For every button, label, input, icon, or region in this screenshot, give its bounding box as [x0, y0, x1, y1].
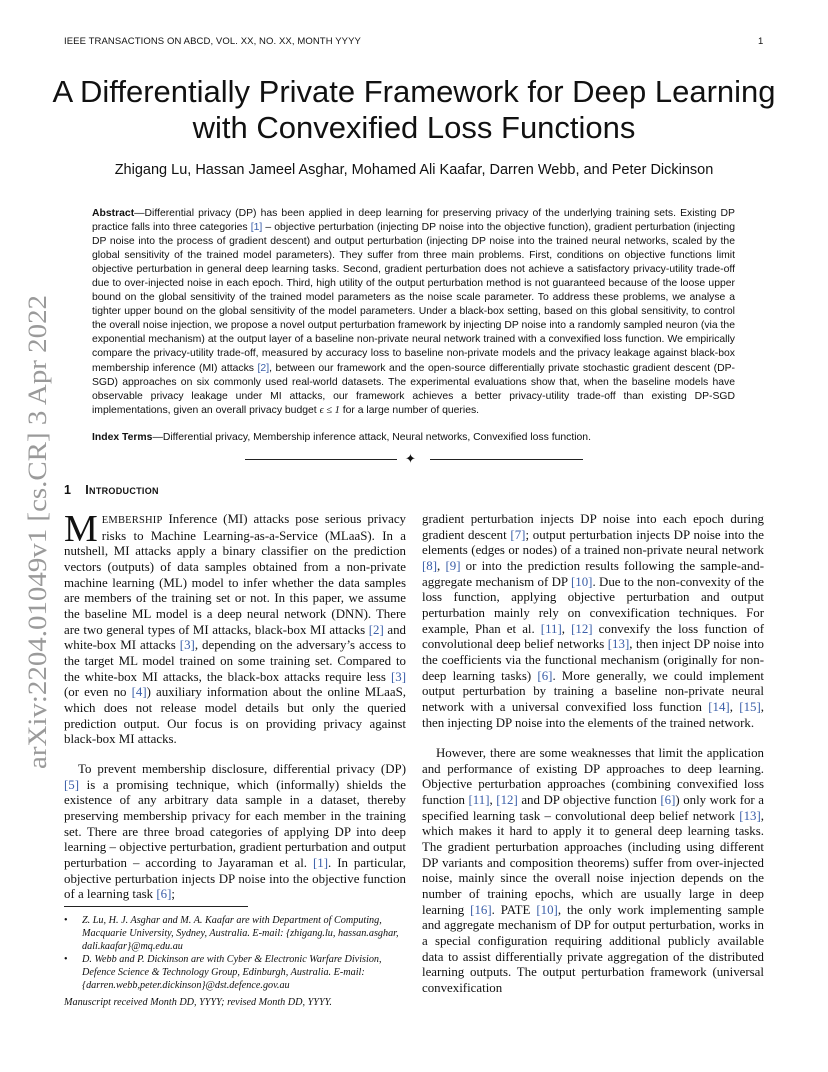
running-header: IEEE TRANSACTIONS ON ABCD, VOL. XX, NO. XX, MONTH YYYY — [64, 36, 361, 47]
body-text: However, there are some weaknesses that limit the application and performance of existing DP approaches to deep learning. Objective perturbation approaches (combining convexified loss function — [422, 746, 764, 807]
citation-link[interactable]: [13] — [607, 637, 630, 652]
section-number: 1 — [64, 483, 72, 497]
body-text: , — [561, 621, 572, 636]
small-caps-lead: EMBERSHIP — [101, 515, 163, 526]
citation-link[interactable]: [3] — [390, 669, 406, 684]
citation-link[interactable]: [6] — [156, 887, 172, 902]
body-text: and white-box MI attacks — [64, 622, 407, 653]
citation-link[interactable]: [7] — [510, 527, 526, 542]
citation-link[interactable]: [9] — [445, 558, 461, 573]
affiliation-footnote — [64, 954, 406, 993]
body-text: ) only work for a specified learning task – convolutional deep belief network — [422, 792, 764, 823]
body-text: , the only work implementing sample and aggregate mechanism of DP for output perturbation, works in a special configuration requiring additional publicly available data to assist differentially private aggregation of the distributed learning outputs. The output perturbation framework (universal convexification — [422, 902, 764, 995]
body-text: . More generally, we could implement output perturbation by training a baseline non-private neural network with a universal convexified loss function — [422, 668, 764, 714]
body-text: and DP objective function — [517, 792, 661, 807]
body-text: ; output perturbation injects DP noise into the elements (edges or nodes) of a trained non-private neural network — [422, 527, 764, 558]
body-text: , — [729, 699, 740, 714]
page-number: 1 — [758, 36, 764, 47]
citation-link[interactable]: [4] — [131, 685, 147, 700]
body-text: , then injecting DP noise into the elements of the trained network. — [422, 699, 764, 730]
abstract-text: —Differential privacy (DP) has been applied in deep learning for preserving privacy of the underlying training sets. Existing DP practice falls into three categories — [92, 208, 735, 234]
citation-link[interactable]: [3] — [179, 638, 195, 653]
body-text: convexify the loss function of convolutional deep belief networks — [422, 621, 764, 652]
index-terms-label: Index Terms — [92, 432, 153, 443]
citation-link[interactable]: [15] — [739, 699, 761, 714]
citation-link[interactable]: [10] — [536, 902, 558, 917]
manuscript-note: Manuscript received Month DD, YYYY; revised Month DD, YYYY. — [64, 997, 332, 1008]
intro-paragraph — [64, 508, 407, 748]
body-text: Inference (MI) attacks pose serious privacy risks to Machine Learning-as-a-Service (MLaaS). In a nutshell, MI attacks apply a binary classifier on the prediction vectors (outputs) of data samples obtained from a non-private machine learning (ML) model to infer whether the data samples are members of the training set or not. In this paper, we assume the baseline ML model is a deep neural network (DNN). There are two general types of MI attacks, black-box MI attacks — [64, 512, 406, 637]
body-text: or into the prediction results following the sample-and-aggregate mechanism of DP — [422, 558, 765, 589]
citation-link[interactable]: [11] — [540, 621, 562, 636]
index-terms-text: —Differential privacy, Membership inference attack, Neural networks, Convexified loss function. — [152, 432, 591, 443]
separator-line-left — [245, 459, 397, 460]
body-text: ) auxiliary information about the online MLaaS, which does not release model details but only the queried prediction output. Our focus is on providing privacy against black-box MI attacks. — [64, 685, 406, 747]
body-paragraph — [422, 746, 764, 997]
citation-link[interactable]: [6] — [660, 792, 676, 807]
body-text: ; — [171, 887, 175, 902]
citation-link[interactable]: [14] — [708, 699, 730, 714]
citation-link[interactable]: [2] — [257, 362, 270, 374]
body-paragraph — [64, 762, 406, 903]
bullet-icon: • — [64, 954, 68, 965]
footnote-text: Z. Lu, H. J. Asghar and M. A. Kaafar are with Department of Computing, Macquarie University, Sydney, Australia. E-mail: {zhigang.lu, hassan.asghar, dali.kaafar}@mq.edu.au — [82, 915, 399, 952]
abstract-text: – objective perturbation (injecting DP noise into the objective function), gradient perturbation (injecting DP noise into the process of gradient descent) and output perturbation (injecting DP noise into the trained neural networks, scaled by the global sensitivity of the trained model parameters). They suffer from three main problems. First, conditions on objective functions limit objective perturbation in general deep learning tasks. Second, gradient perturbation does not achieve a satisfactory privacy-utility trade-off due to over-injected noise in each epoch. Third, high utility of the output perturbation method is not guaranteed because of the loose upper bound on the global sensitivity of the trained model parameters as the noise scale parameter. To address these problems, we analyse a tighter upper bound on the global sensitivity of the model parameters. Under a black-box setting, based on this global sensitivity, to control the overall noise injection, we propose a novel output perturbation framework by injecting DP noise into a randomly sampled neuron (via the exponential mechanism) at the output layer of a baseline non-private neural network trained with a convexified loss function. We empirically compare the privacy-utility trade-off, measured by accuracy loss to baseline non-private models and the privacy leakage against black-box membership inference (MI) attacks — [92, 222, 736, 374]
citation-link[interactable]: [13] — [739, 808, 761, 823]
body-text: is a promising technique, which (informally) shields the existence of any arbitrary data sample in a dataset, thereby preserving membership privacy for each member in the training set. There are three broad categories of applying DP into deep learning – objective perturbation, gradient perturbation and output perturbation – according to Jayaraman et al. — [64, 777, 406, 870]
body-text: (or even no — [64, 685, 132, 700]
separator-ornament: ✦ — [405, 451, 416, 466]
arxiv-stamp-text: arXiv:2204.01049v1 [cs.CR] 3 Apr 2022 — [22, 334, 52, 769]
abstract-label: Abstract — [92, 208, 135, 219]
footnote-rule — [64, 906, 248, 907]
affiliation-footnote — [64, 915, 406, 954]
citation-link[interactable]: [8] — [422, 558, 438, 573]
citation-link[interactable]: [1] — [312, 855, 329, 870]
citation-link[interactable]: [6] — [537, 668, 553, 683]
citation-link[interactable]: [16] — [470, 902, 492, 917]
body-text: , which makes it hard to apply it to general deep learning tasks. The gradient perturbation approaches (including using different DP variants and composition theorems) suffer from over-injected noise, mainly since the overall noise injection depends on the number of training epochs, which are usually large in deep learning — [422, 808, 764, 917]
section-title: Introduction — [85, 483, 159, 497]
citation-link[interactable]: [2] — [368, 622, 384, 637]
index-terms — [92, 431, 735, 445]
body-text: . PATE — [491, 902, 537, 917]
body-text: , depending on the adversary’s access to the target ML model trained on some training set. Compared to the white-box MI attacks, the black-box attacks require less — [64, 638, 406, 684]
abstract-text: , between our framework and the open-source differentially private stochastic gradient descent (DP-SGD) approaches on six commonly used real-world datasets. The experimental evaluations show that, when the baseline models have observable privacy leakage under MI attacks, our framework achieves a better privacy-utility trade-off than existing DP-SGD implementations, given an overall privacy budget — [92, 362, 736, 416]
citation-link[interactable]: [5] — [64, 777, 80, 792]
body-text: . Due to the non-convexity of the loss function, applying objective perturbation and output perturbation mainly rely on convexification techniques. For example, Phan et al. — [422, 574, 764, 636]
citation-link[interactable]: [12] — [496, 792, 518, 807]
author-list: Zhigang Lu, Hassan Jameel Asghar, Mohamed Ali Kaafar, Darren Webb, and Peter Dickinson — [114, 162, 714, 178]
citation-link[interactable]: [12] — [571, 621, 593, 636]
citation-link[interactable]: [10] — [570, 574, 593, 589]
body-text: , — [489, 792, 497, 807]
footnote-text: D. Webb and P. Dickinson are with Cyber & Electronic Warfare Division, Defence Science & Technology Group, Edinburgh, Australia. E-mail: {darren.webb,peter.dickinson}@dst.defence.gov.au — [82, 954, 382, 991]
body-text: gradient perturbation injects DP noise into each epoch during gradient descent — [422, 512, 764, 542]
body-paragraph — [422, 512, 764, 731]
abstract — [92, 207, 735, 418]
bullet-icon: • — [64, 915, 68, 926]
body-text: , — [437, 558, 446, 573]
arxiv-stamp — [22, 293, 54, 769]
section-heading — [64, 483, 159, 497]
body-text: . In particular, objective perturbation injects DP noise into the objective function of a learning task — [64, 855, 406, 902]
drop-cap: M — [64, 508, 98, 550]
body-text: , then inject DP noise into the coefficients via the functional mechanism (originally for non-deep learning tasks) — [422, 637, 764, 683]
paper-title: A Differentially Private Framework for Deep Learning with Convexified Loss Functions — [52, 74, 776, 145]
privacy-budget-math: ϵ ≤ 1 — [319, 404, 340, 416]
body-text: To prevent membership disclosure, differential privacy (DP) — [78, 762, 406, 776]
separator-line-right — [430, 459, 583, 460]
citation-link[interactable]: [11] — [468, 792, 490, 807]
abstract-text: for a large number of queries. — [339, 404, 480, 416]
citation-link[interactable]: [1] — [250, 222, 263, 234]
